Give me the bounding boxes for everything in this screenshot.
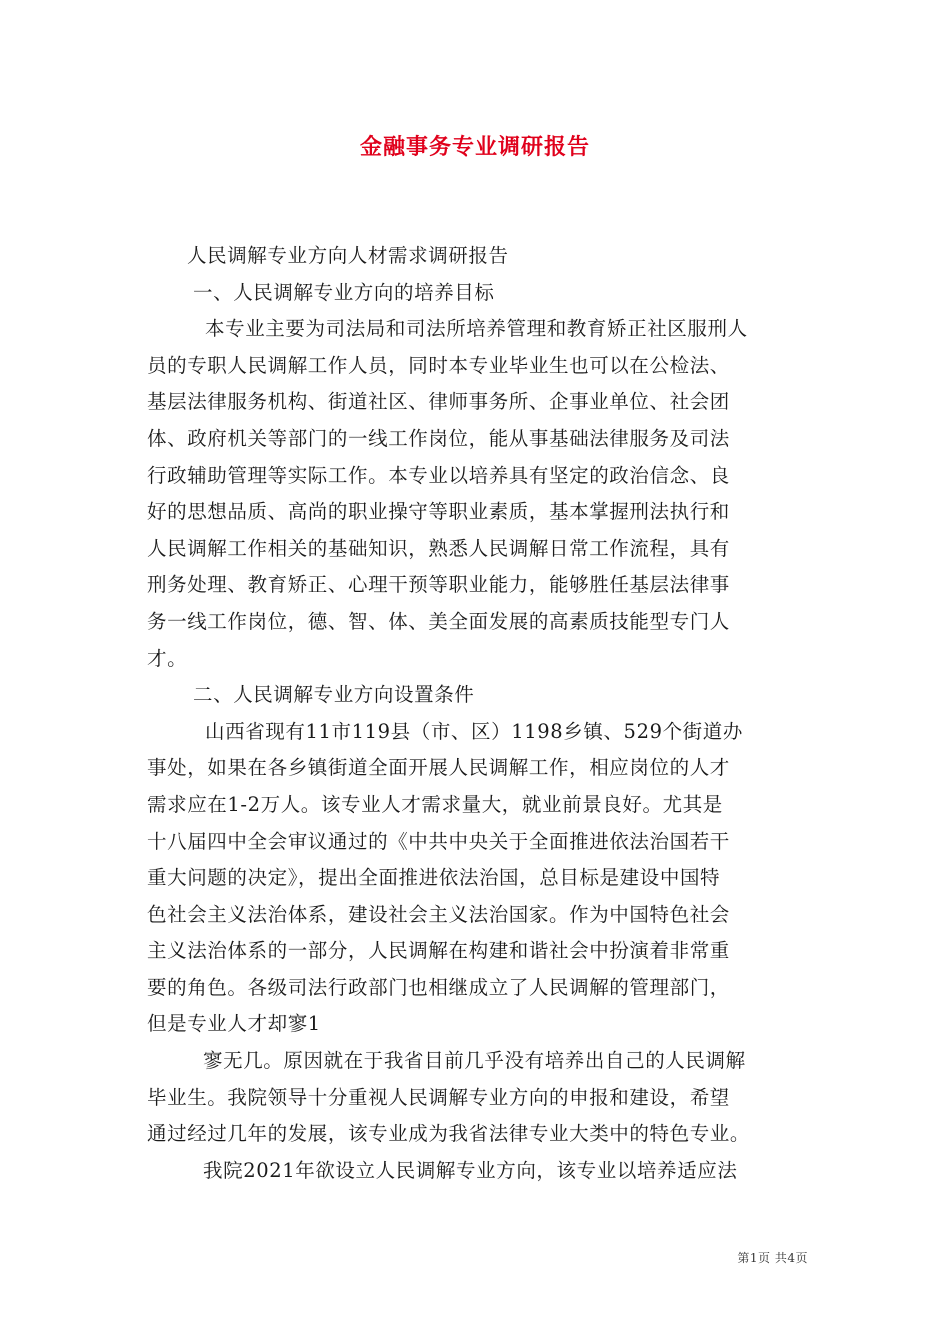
document-title: 金融事务专业调研报告 <box>359 134 590 160</box>
paragraph-line: 事处，如果在各乡镇街道全面开展人民调解工作，相应岗位的人才 <box>147 756 730 780</box>
paragraph-line: 务一线工作岗位，德、智、体、美全面发展的高素质技能型专门人 <box>147 609 730 633</box>
paragraph-line: 基层法律服务机构、街道社区、律师事务所、企事业单位、社会团 <box>147 390 730 414</box>
paragraph-line: 重大问题的决定》，提出全面推进依法治国，总目标是建设中国特 <box>147 866 721 890</box>
paragraph-line: 行政辅助管理等实际工作。本专业以培养具有坚定的政治信念、良 <box>147 463 730 487</box>
paragraph-line: 通过经过几年的发展，该专业成为我省法律专业大类中的特色专业。 <box>147 1122 751 1146</box>
paragraph-line: 体、政府机关等部门的一线工作岗位，能从事基础法律服务及司法 <box>147 426 730 450</box>
paragraph-line: 但是专业人才却寥1 <box>147 1012 321 1036</box>
paragraph-line: 寥无几。原因就在于我省目前几乎没有培养出自己的人民调解 <box>203 1049 746 1073</box>
paragraph-line: 毕业生。我院领导十分重视人民调解专业方向的申报和建设，希望 <box>147 1085 730 1109</box>
paragraph-line: 才。 <box>147 646 188 670</box>
paragraph-line: 要的角色。各级司法行政部门也相继成立了人民调解的管理部门， <box>147 975 730 999</box>
paragraph-line: 色社会主义法治体系，建设社会主义法治国家。作为中国特色社会 <box>147 902 730 926</box>
section-heading-1: 一、人民调解专业方向的培养目标 <box>193 280 495 304</box>
subtitle-line: 人民调解专业方向人材需求调研报告 <box>187 244 509 267</box>
paragraph-line: 好的思想品质、高尚的职业操守等职业素质，基本掌握刑法执行和 <box>147 500 730 524</box>
paragraph-line: 需求应在1-2万人。该专业人才需求量大，就业前景良好。尤其是 <box>147 792 723 816</box>
page-number: 第1页 共4页 <box>737 1251 808 1265</box>
paragraph-line: 十八届四中全会审议通过的《中共中央关于全面推进依法治国若干 <box>147 829 730 853</box>
paragraph-line: 主义法治体系的一部分，人民调解在构建和谐社会中扮演着非常重 <box>147 939 730 963</box>
paragraph-line: 山西省现有11市119县（市、区）1198乡镇、529个街道办 <box>205 719 743 743</box>
section-heading-2: 二、人民调解专业方向设置条件 <box>193 683 475 707</box>
paragraph-line: 本专业主要为司法局和司法所培养管理和教育矫正社区服刑人 <box>205 317 748 341</box>
document-body <box>147 238 807 1189</box>
paragraph-line: 员的专职人民调解工作人员，同时本专业毕业生也可以在公检法、 <box>147 353 730 377</box>
paragraph-line: 刑务处理、教育矫正、心理干预等职业能力，能够胜任基层法律事 <box>147 573 730 597</box>
paragraph-line: 我院2021年欲设立人民调解专业方向，该专业以培养适应法 <box>203 1158 738 1182</box>
paragraph-line: 人民调解工作相关的基础知识，熟悉人民调解日常工作流程，具有 <box>147 536 730 560</box>
